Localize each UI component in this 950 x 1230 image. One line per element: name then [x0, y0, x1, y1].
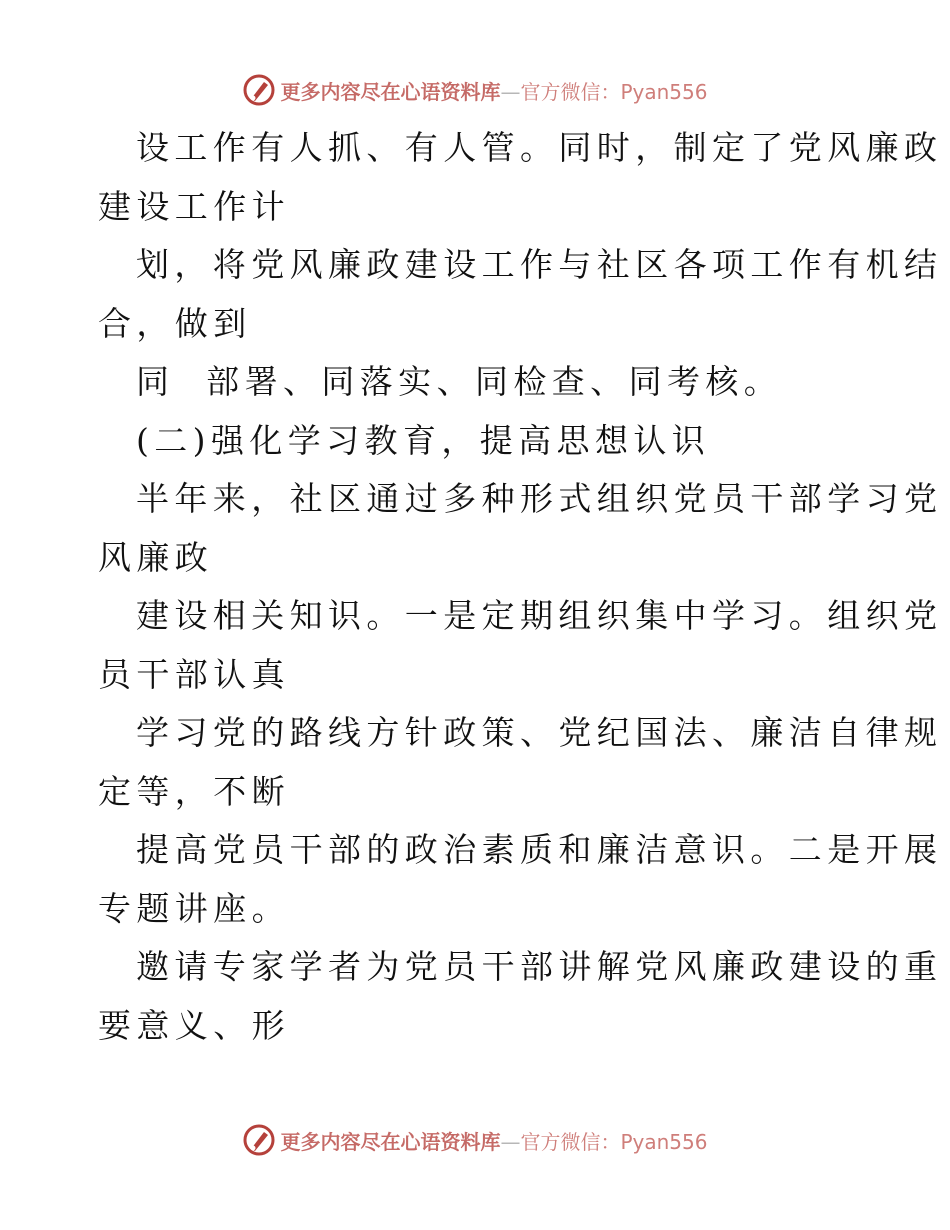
header-separator: — [500, 79, 521, 104]
pen-logo-icon [242, 73, 276, 107]
text-line: 划，将党风廉政建设工作与社区各项工作有机结 [136, 245, 943, 284]
pen-logo-icon [242, 1123, 276, 1157]
header-brand: 更多内容尽在心语资料库 [280, 79, 501, 104]
text-line: 设工作有人抓、有人管。同时，制定了党风廉政 [136, 128, 943, 167]
text-line: 要意义、形 [98, 1005, 290, 1045]
section-heading: (二)强化学习教育，提高思想认识 [136, 420, 711, 460]
header-contact: 官方微信：Pyan556 [520, 79, 708, 104]
header-banner-text [280, 76, 707, 105]
text-line: 建设工作计 [98, 186, 290, 226]
footer-contact: 官方微信：Pyan556 [520, 1129, 708, 1154]
footer-brand: 更多内容尽在心语资料库 [280, 1129, 501, 1154]
text-line: 建设相关知识。一是定期组织集中学习。组织党 [136, 596, 943, 635]
text-line: 合，做到 [98, 303, 252, 343]
text-line: 半年来，社区通过多种形式组织党员干部学习党 [136, 479, 943, 518]
text-line: 风廉政 [98, 537, 214, 577]
text-line: 员干部认真 [98, 654, 290, 694]
header-banner [0, 70, 950, 110]
document-body [98, 119, 943, 1055]
text-line: 提高党员干部的政治素质和廉洁意识。二是开展 [136, 830, 943, 869]
text-line: 邀请专家学者为党员干部讲解党风廉政建设的重 [136, 947, 943, 986]
footer-separator: — [500, 1129, 521, 1154]
text-line: 学习党的路线方针政策、党纪国法、廉洁自律规 [136, 713, 943, 752]
footer-banner-text [280, 1126, 707, 1155]
text-line: 同 部署、同落实、同检查、同考核。 [136, 362, 783, 401]
text-line: 专题讲座。 [98, 888, 290, 928]
footer-banner [0, 1120, 950, 1160]
text-line: 定等，不断 [98, 771, 290, 811]
